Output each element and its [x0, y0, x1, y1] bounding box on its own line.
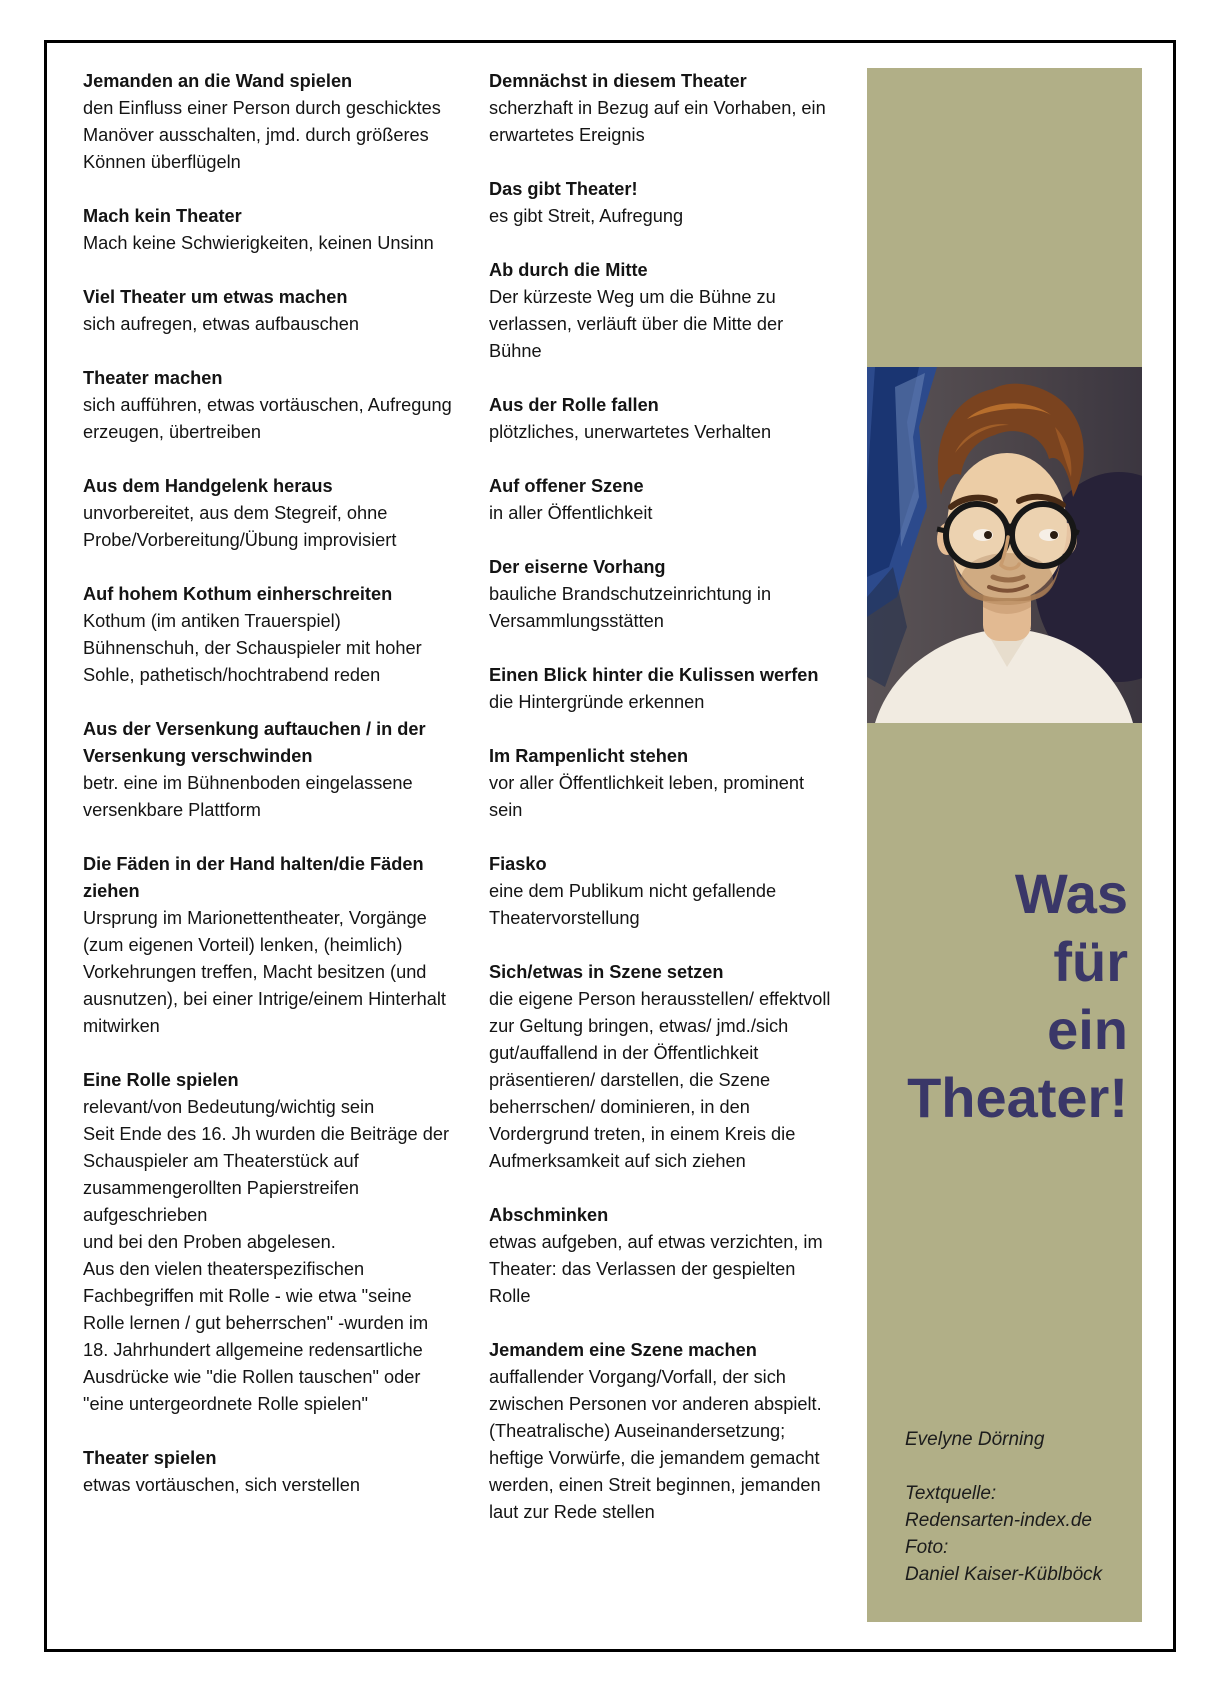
- idiom-title: Auf hohem Kothum einherschreiten: [83, 584, 393, 604]
- credit-source-label: Textquelle:: [905, 1483, 997, 1504]
- idiom-section: [83, 473, 455, 554]
- idiom-title: Theater spielen: [83, 1448, 217, 1468]
- idiom-section: [83, 68, 455, 176]
- idiom-definition: eine dem Publikum nicht gefallende Theatervorstellung: [489, 881, 777, 928]
- idiom-title: Eine Rolle spielen: [83, 1070, 239, 1090]
- idiom-section: [489, 554, 839, 635]
- idiom-section: [489, 662, 839, 716]
- idiom-definition: auffallender Vorgang/Vorfall, der sich zwischen Personen vor anderen abspielt. (Theatralische) Auseinandersetzung; heftige Vorwürfe, die jemandem gemacht werden, einen Streit beginnen, jemanden laut zur Rede stellen: [489, 1367, 822, 1522]
- idiom-title: Sich/etwas in Szene setzen: [489, 962, 724, 982]
- idiom-column-left: [83, 68, 455, 1526]
- idiom-title: Jemanden an die Wand spielen: [83, 71, 353, 91]
- idiom-definition: relevant/von Bedeutung/wichtig sein Seit Ende des 16. Jh wurden die Beiträge der Schauspieler am Theaterstück auf zusammengerollten Papierstreifen aufgeschrieben und bei den Proben abgelesen. Aus den vielen theaterspezifischen Fachbegriffen mit Rolle - wie etwa "seine Rolle lernen / gut beherrschen" -wurden im 18. Jahrhundert allgemeine redensartliche Ausdrücke wie "die Rollen tauschen" oder "eine untergeordnete Rolle spielen": [83, 1097, 450, 1414]
- idiom-section: [83, 365, 455, 446]
- credit-source-value: Redensarten-index.de: [905, 1510, 1092, 1531]
- idiom-definition: bauliche Brandschutzeinrichtung in Versammlungsstätten: [489, 584, 772, 631]
- idiom-definition: Der kürzeste Weg um die Bühne zu verlassen, verläuft über die Mitte der Bühne: [489, 287, 784, 361]
- idiom-definition: etwas vortäuschen, sich verstellen: [83, 1475, 360, 1495]
- idiom-title: Abschminken: [489, 1205, 609, 1225]
- idiom-title: Viel Theater um etwas machen: [83, 287, 348, 307]
- idiom-section: [489, 68, 839, 149]
- idiom-section: [83, 581, 455, 689]
- idiom-column-right: [489, 68, 839, 1553]
- idiom-definition: den Einfluss einer Person durch geschicktes Manöver ausschalten, jmd. durch größeres Können überflügeln: [83, 98, 441, 172]
- idiom-definition: plötzliches, unerwartetes Verhalten: [489, 422, 772, 442]
- idiom-title: Aus der Rolle fallen: [489, 395, 659, 415]
- idiom-definition: die Hintergründe erkennen: [489, 692, 705, 712]
- idiom-title: Auf offener Szene: [489, 476, 644, 496]
- idiom-section: [489, 1337, 839, 1526]
- idiom-definition: Mach keine Schwierigkeiten, keinen Unsinn: [83, 233, 434, 253]
- idiom-section: [489, 473, 839, 527]
- idiom-section: [83, 284, 455, 338]
- idiom-section: [83, 203, 455, 257]
- idiom-definition: etwas aufgeben, auf etwas verzichten, im Theater: das Verlassen der gespielten Rolle: [489, 1232, 823, 1306]
- idiom-title: Der eiserne Vorhang: [489, 557, 666, 577]
- idiom-title: Einen Blick hinter die Kulissen werfen: [489, 665, 819, 685]
- idiom-definition: sich aufführen, etwas vortäuschen, Aufregung erzeugen, übertreiben: [83, 395, 452, 442]
- poster-title-line: Was: [1014, 862, 1128, 925]
- idiom-section: [83, 1067, 455, 1418]
- poster-title: [907, 860, 1128, 1132]
- idiom-definition: in aller Öffentlichkeit: [489, 503, 653, 523]
- idiom-title: Theater machen: [83, 368, 223, 388]
- credit-author: Evelyne Dörning: [905, 1429, 1045, 1450]
- idiom-title: Mach kein Theater: [83, 206, 242, 226]
- idiom-definition: vor aller Öffentlichkeit leben, prominent sein: [489, 773, 805, 820]
- idiom-definition: es gibt Streit, Aufregung: [489, 206, 684, 226]
- idiom-section: [489, 1202, 839, 1310]
- idiom-title: Demnächst in diesem Theater: [489, 71, 747, 91]
- poster-title-line: Theater!: [907, 1066, 1128, 1129]
- idiom-section: [489, 176, 839, 230]
- idiom-section: [489, 257, 839, 365]
- idiom-definition: sich aufregen, etwas aufbauschen: [83, 314, 360, 334]
- poster-title-line: ein: [1047, 998, 1128, 1061]
- credits-block: [905, 1426, 1132, 1588]
- idiom-title: Fiasko: [489, 854, 547, 874]
- idiom-title: Aus der Versenkung auftauchen / in der Versenkung verschwinden: [83, 719, 426, 766]
- idiom-section: [83, 1445, 455, 1499]
- idiom-title: Aus dem Handgelenk heraus: [83, 476, 333, 496]
- idiom-section: [489, 392, 839, 446]
- idiom-title: Das gibt Theater!: [489, 179, 638, 199]
- idiom-title: Die Fäden in der Hand halten/die Fäden ziehen: [83, 854, 424, 901]
- idiom-section: [83, 716, 455, 824]
- credit-photo-label: Foto:: [905, 1537, 949, 1558]
- idiom-title: Jemandem eine Szene machen: [489, 1340, 757, 1360]
- portrait-photo: [867, 367, 1142, 723]
- credit-photo-value: Daniel Kaiser-Küblböck: [905, 1564, 1103, 1585]
- idiom-title: Ab durch die Mitte: [489, 260, 648, 280]
- idiom-section: [489, 851, 839, 932]
- idiom-definition: unvorbereitet, aus dem Stegreif, ohne Probe/Vorbereitung/Übung improvisiert: [83, 503, 397, 550]
- idiom-section: [489, 743, 839, 824]
- idiom-section: [83, 851, 455, 1040]
- idiom-definition: betr. eine im Bühnenboden eingelassene versenkbare Plattform: [83, 773, 413, 820]
- idiom-section: [489, 959, 839, 1175]
- idiom-definition: scherzhaft in Bezug auf ein Vorhaben, ein erwartetes Ereignis: [489, 98, 826, 145]
- idiom-definition: Ursprung im Marionettentheater, Vorgänge (zum eigenen Vorteil) lenken, (heimlich) Vorkehrungen treffen, Macht besitzen (und ausnutzen), bei einer Intrige/einem Hinterhalt mitwirken: [83, 908, 446, 1036]
- idiom-definition: die eigene Person herausstellen/ effektvoll zur Geltung bringen, etwas/ jmd./sich gut/auffallend in der Öffentlichkeit präsentieren/ darstellen, die Szene beherrschen/ dominieren, in den Vordergrund treten, in einem Kreis die Aufmerksamkeit auf sich ziehen: [489, 989, 831, 1171]
- idiom-title: Im Rampenlicht stehen: [489, 746, 689, 766]
- idiom-definition: Kothum (im antiken Trauerspiel) Bühnenschuh, der Schauspieler mit hoher Sohle, pathetisch/hochtrabend reden: [83, 611, 422, 685]
- poster-title-line: für: [1053, 930, 1128, 993]
- sidebar-panel: [867, 68, 1142, 1622]
